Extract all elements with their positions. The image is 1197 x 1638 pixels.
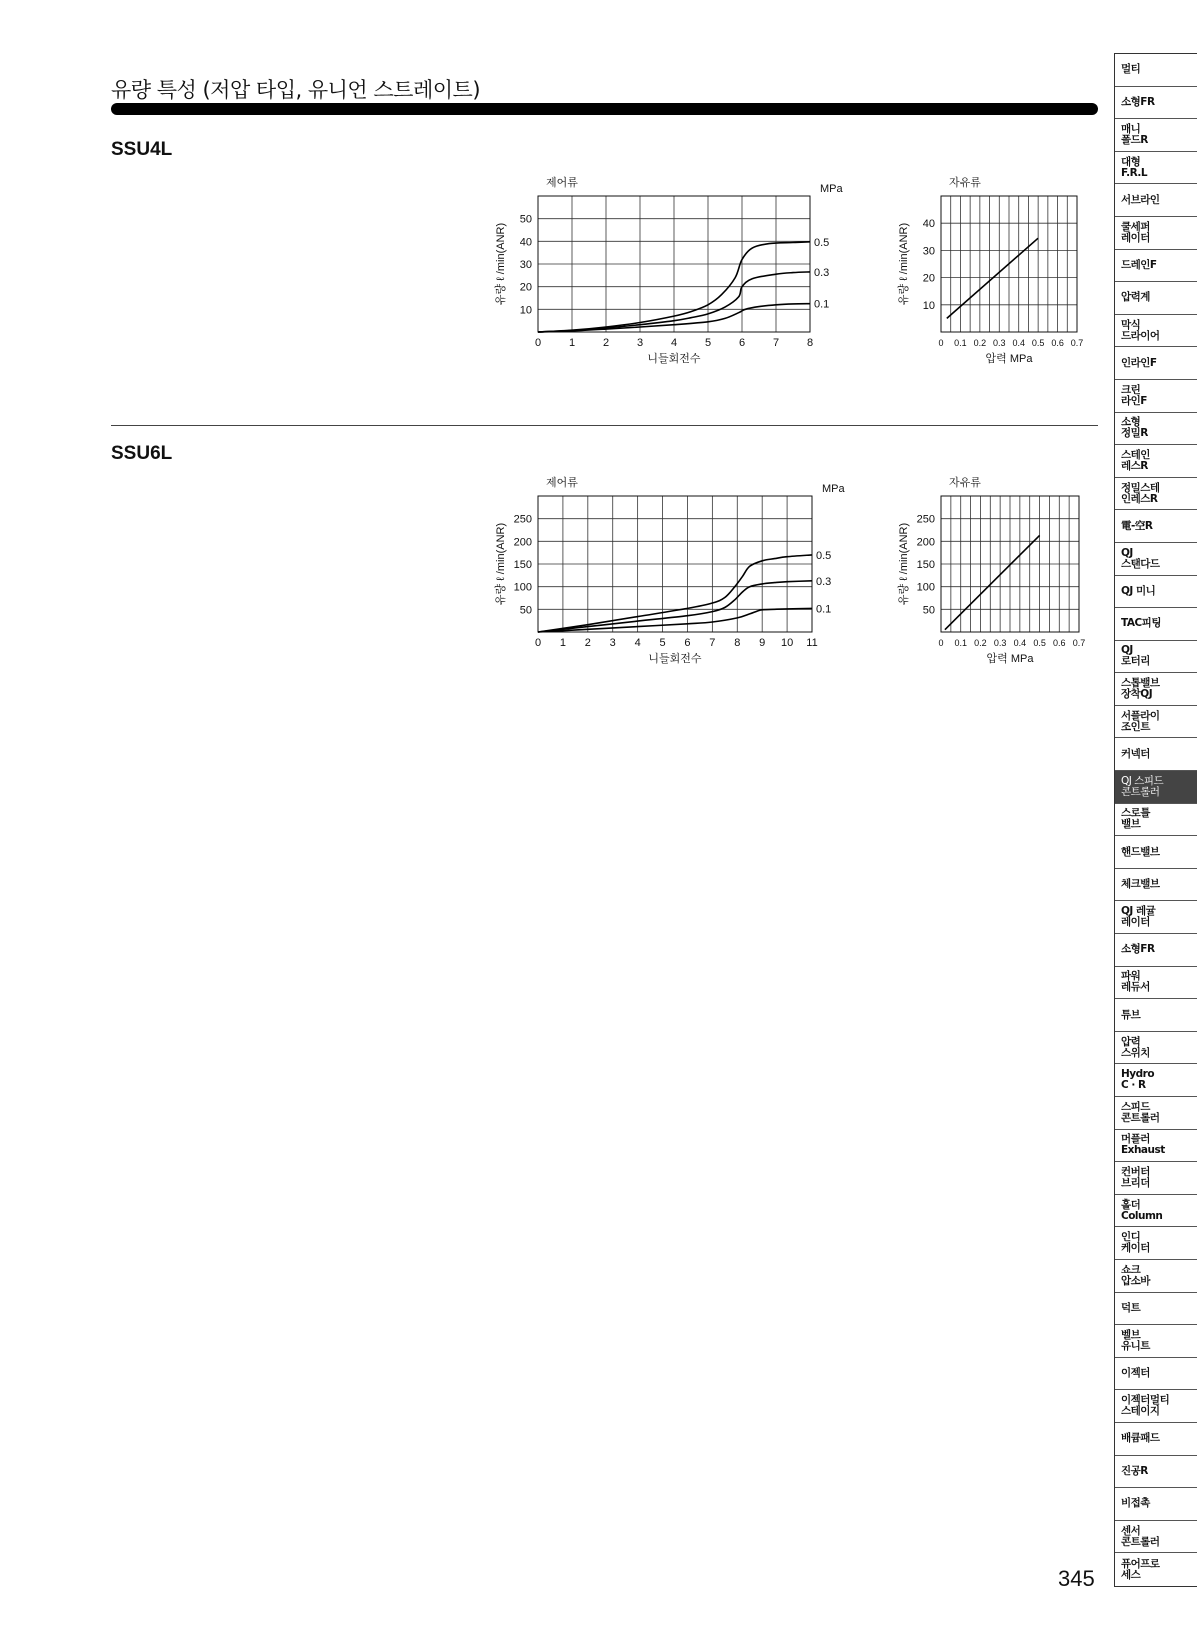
x-tick-label: 0.5	[1031, 338, 1045, 348]
category-tab[interactable]: 퓨어프로 세스	[1121, 1557, 1160, 1581]
x-tick-label: 1	[568, 337, 576, 349]
y-tick-label: 10	[922, 299, 935, 312]
x-tick-label: 4	[670, 337, 678, 349]
category-tab[interactable]: 컨버터 브리더	[1115, 1162, 1197, 1195]
category-tab[interactable]: Hydro C · R	[1115, 1064, 1197, 1097]
x-tick-label: 8	[734, 637, 741, 649]
x-tick-label: 0.6	[1053, 638, 1066, 648]
category-tab[interactable]: 막식 드라이어	[1115, 315, 1197, 348]
x-tick-label: 1	[559, 637, 566, 649]
series-label: 0.5	[814, 236, 830, 249]
category-tab[interactable]: 정밀스테 인레스R	[1115, 478, 1197, 511]
chart-title: 제어류	[546, 177, 578, 189]
y-axis-label: 유량 ℓ /min(ANR)	[898, 222, 910, 306]
category-tab[interactable]: 튜브	[1115, 999, 1197, 1032]
page-title: 유량 특성 (저압 타입, 유니언 스트레이트)	[111, 78, 481, 102]
section-label-ssu4l: SSU4L	[111, 139, 173, 160]
x-tick-label: 0.7	[1070, 338, 1084, 348]
category-tab[interactable]: 電-空R	[1115, 510, 1197, 543]
category-tab[interactable]: 압력계	[1115, 282, 1197, 315]
category-tab[interactable]: 쇼크 압소바	[1115, 1260, 1197, 1293]
y-axis-label: 유량 ℓ /min(ANR)	[898, 522, 910, 606]
x-tick-label: 4	[634, 637, 641, 649]
y-tick-label: 200	[916, 536, 935, 549]
x-tick-label: 0	[534, 637, 542, 649]
chart-title: 자유류	[949, 177, 981, 189]
y-tick-label: 50	[922, 604, 935, 617]
y-tick-label: 150	[513, 559, 532, 571]
y-tick-label: 250	[916, 513, 935, 526]
x-axis-label: 압력 MPa	[985, 353, 1033, 365]
x-tick-label: 0.2	[974, 638, 987, 648]
category-tab[interactable]: 소형 정밀R	[1115, 413, 1197, 446]
category-tab[interactable]: 드레인F	[1115, 250, 1197, 283]
category-tab[interactable]: 스톱밸브 장착QJ	[1115, 673, 1197, 706]
category-tab[interactable]: 멀티	[1115, 54, 1197, 87]
category-tab[interactable]: 소형FR	[1115, 934, 1197, 967]
x-tick-label: 6	[738, 337, 746, 349]
y-tick-label: 100	[513, 581, 532, 594]
title-bar	[111, 103, 1098, 115]
category-tab[interactable]: 커넥터	[1115, 738, 1197, 771]
y-tick-label: 30	[922, 245, 935, 258]
x-axis-label: 니들회전수	[648, 653, 702, 665]
y-tick-label: 20	[519, 281, 532, 294]
category-tab-strip	[1114, 53, 1197, 1587]
series-label: 0.3	[816, 575, 832, 588]
category-tab[interactable]: 대형 F.R.L	[1115, 152, 1197, 185]
x-tick-label: 7	[709, 637, 716, 649]
x-tick-label: 10	[780, 637, 794, 649]
y-tick-label: 50	[519, 213, 532, 226]
series-label: 0.3	[814, 266, 830, 279]
x-tick-label: 0.4	[1012, 338, 1025, 348]
x-tick-label: 0.1	[954, 338, 967, 348]
chart-title: 자유류	[949, 477, 981, 489]
category-tab[interactable]: QJ 로터리	[1115, 641, 1197, 674]
x-tick-label: 9	[759, 637, 766, 649]
category-tab[interactable]: QJ 스피드 콘트롤러	[1115, 771, 1197, 804]
x-tick-label: 6	[684, 637, 691, 649]
x-tick-label: 7	[772, 337, 780, 349]
x-tick-label: 3	[609, 637, 616, 649]
x-tick-label: 2	[602, 337, 610, 349]
category-tab[interactable]: 체크밸브	[1115, 869, 1197, 902]
category-tab[interactable]: 스피드 콘트롤러	[1115, 1097, 1197, 1130]
x-tick-label: 0.4	[1013, 638, 1027, 648]
y-tick-label: 150	[916, 559, 935, 571]
y-tick-label: 40	[519, 236, 532, 249]
series-line	[538, 555, 812, 632]
category-tab[interactable]: 비접촉	[1115, 1488, 1197, 1521]
category-tab[interactable]: 인디 케이터	[1115, 1227, 1197, 1260]
series-unit-label: MPa	[822, 483, 845, 495]
ssu6l-control-flow-chart	[490, 470, 845, 675]
category-tab[interactable]: 인라인F	[1115, 347, 1197, 380]
category-tab[interactable]: 스로틀 밸브	[1115, 804, 1197, 837]
category-tab[interactable]: 배큠패드	[1115, 1423, 1197, 1456]
x-tick-label: 0.3	[993, 338, 1006, 348]
category-tab[interactable]: 이젝터	[1115, 1358, 1197, 1391]
category-tab[interactable]: 압력 스위치	[1115, 1032, 1197, 1065]
x-tick-label: 5	[659, 637, 666, 649]
x-axis-label: 압력 MPa	[986, 653, 1034, 665]
category-tab[interactable]: 진공R	[1115, 1456, 1197, 1489]
category-tab[interactable]: 파워 레듀서	[1115, 967, 1197, 1000]
series-label: 0.5	[816, 549, 832, 562]
x-tick-label: 8	[806, 337, 814, 349]
category-tab[interactable]: QJ 레귤 레이터	[1115, 901, 1197, 934]
page-number: 345	[1058, 1566, 1095, 1591]
category-tab[interactable]: 머플러 Exhaust	[1115, 1130, 1197, 1163]
y-tick-label: 250	[513, 513, 532, 526]
category-tab[interactable]: 홀더 Column	[1115, 1195, 1197, 1228]
category-tab[interactable]: 핸드밸브	[1115, 836, 1197, 869]
x-tick-label: 0.7	[1072, 638, 1086, 648]
x-tick-label: 0	[938, 338, 944, 348]
x-tick-label: 5	[704, 337, 712, 349]
x-tick-label: 11	[806, 637, 818, 649]
section-divider	[111, 425, 1098, 426]
x-tick-label: 0.2	[973, 338, 987, 348]
y-tick-label: 50	[519, 604, 532, 617]
category-tab[interactable]: 소형FR	[1115, 87, 1197, 120]
x-tick-label: 0	[534, 337, 542, 349]
category-tab[interactable]: 이젝터멀티 스테이지	[1115, 1390, 1197, 1423]
y-axis-label: 유량 ℓ /min(ANR)	[495, 522, 507, 606]
category-tab[interactable]: TAC피팅	[1115, 608, 1197, 641]
y-tick-label: 100	[916, 581, 935, 594]
x-tick-label: 2	[584, 637, 591, 649]
category-tab[interactable]: 매니 폴드R	[1115, 119, 1197, 152]
ssu6l-free-flow-chart	[895, 470, 1095, 675]
x-tick-label: 0	[938, 638, 944, 648]
y-tick-label: 40	[922, 218, 935, 231]
y-tick-label: 200	[513, 536, 532, 549]
category-tab[interactable]: 스테인 레스R	[1115, 445, 1197, 478]
y-axis-label: 유량 ℓ /min(ANR)	[495, 222, 507, 306]
y-tick-label: 30	[519, 259, 532, 271]
category-tab[interactable]: 서브라인	[1115, 184, 1197, 217]
category-tab[interactable]: 크린 라인F	[1115, 380, 1197, 413]
category-tab[interactable]: 센서 콘트롤러	[1115, 1521, 1197, 1554]
series-line	[945, 535, 1040, 629]
category-tab[interactable]: 쿨세퍼 레이터	[1115, 217, 1197, 250]
series-unit-label: MPa	[820, 183, 843, 195]
chart-title: 제어류	[546, 477, 578, 489]
category-tab[interactable]: 벨브 유니트	[1115, 1325, 1197, 1358]
category-tab[interactable]: 서플라이 조인트	[1115, 706, 1197, 739]
category-tab[interactable]: QJ 미니	[1115, 576, 1197, 609]
x-axis-label: 니들회전수	[647, 353, 701, 365]
series-line	[538, 608, 812, 632]
ssu4l-free-flow-chart	[895, 170, 1095, 375]
series-label: 0.1	[814, 298, 830, 311]
x-tick-label: 0.6	[1051, 338, 1064, 348]
x-tick-label: 0.3	[993, 638, 1007, 648]
series-label: 0.1	[816, 603, 832, 616]
category-tab[interactable]: 덕트	[1115, 1293, 1197, 1326]
category-tab[interactable]: QJ 스탠다드	[1115, 543, 1197, 576]
ssu4l-control-flow-chart	[490, 170, 843, 375]
section-label-ssu6l: SSU6L	[111, 443, 173, 464]
x-tick-label: 0.5	[1033, 638, 1046, 648]
y-tick-label: 10	[519, 304, 532, 317]
y-tick-label: 20	[922, 272, 935, 285]
x-tick-label: 0.1	[954, 638, 967, 648]
x-tick-label: 3	[636, 337, 644, 349]
